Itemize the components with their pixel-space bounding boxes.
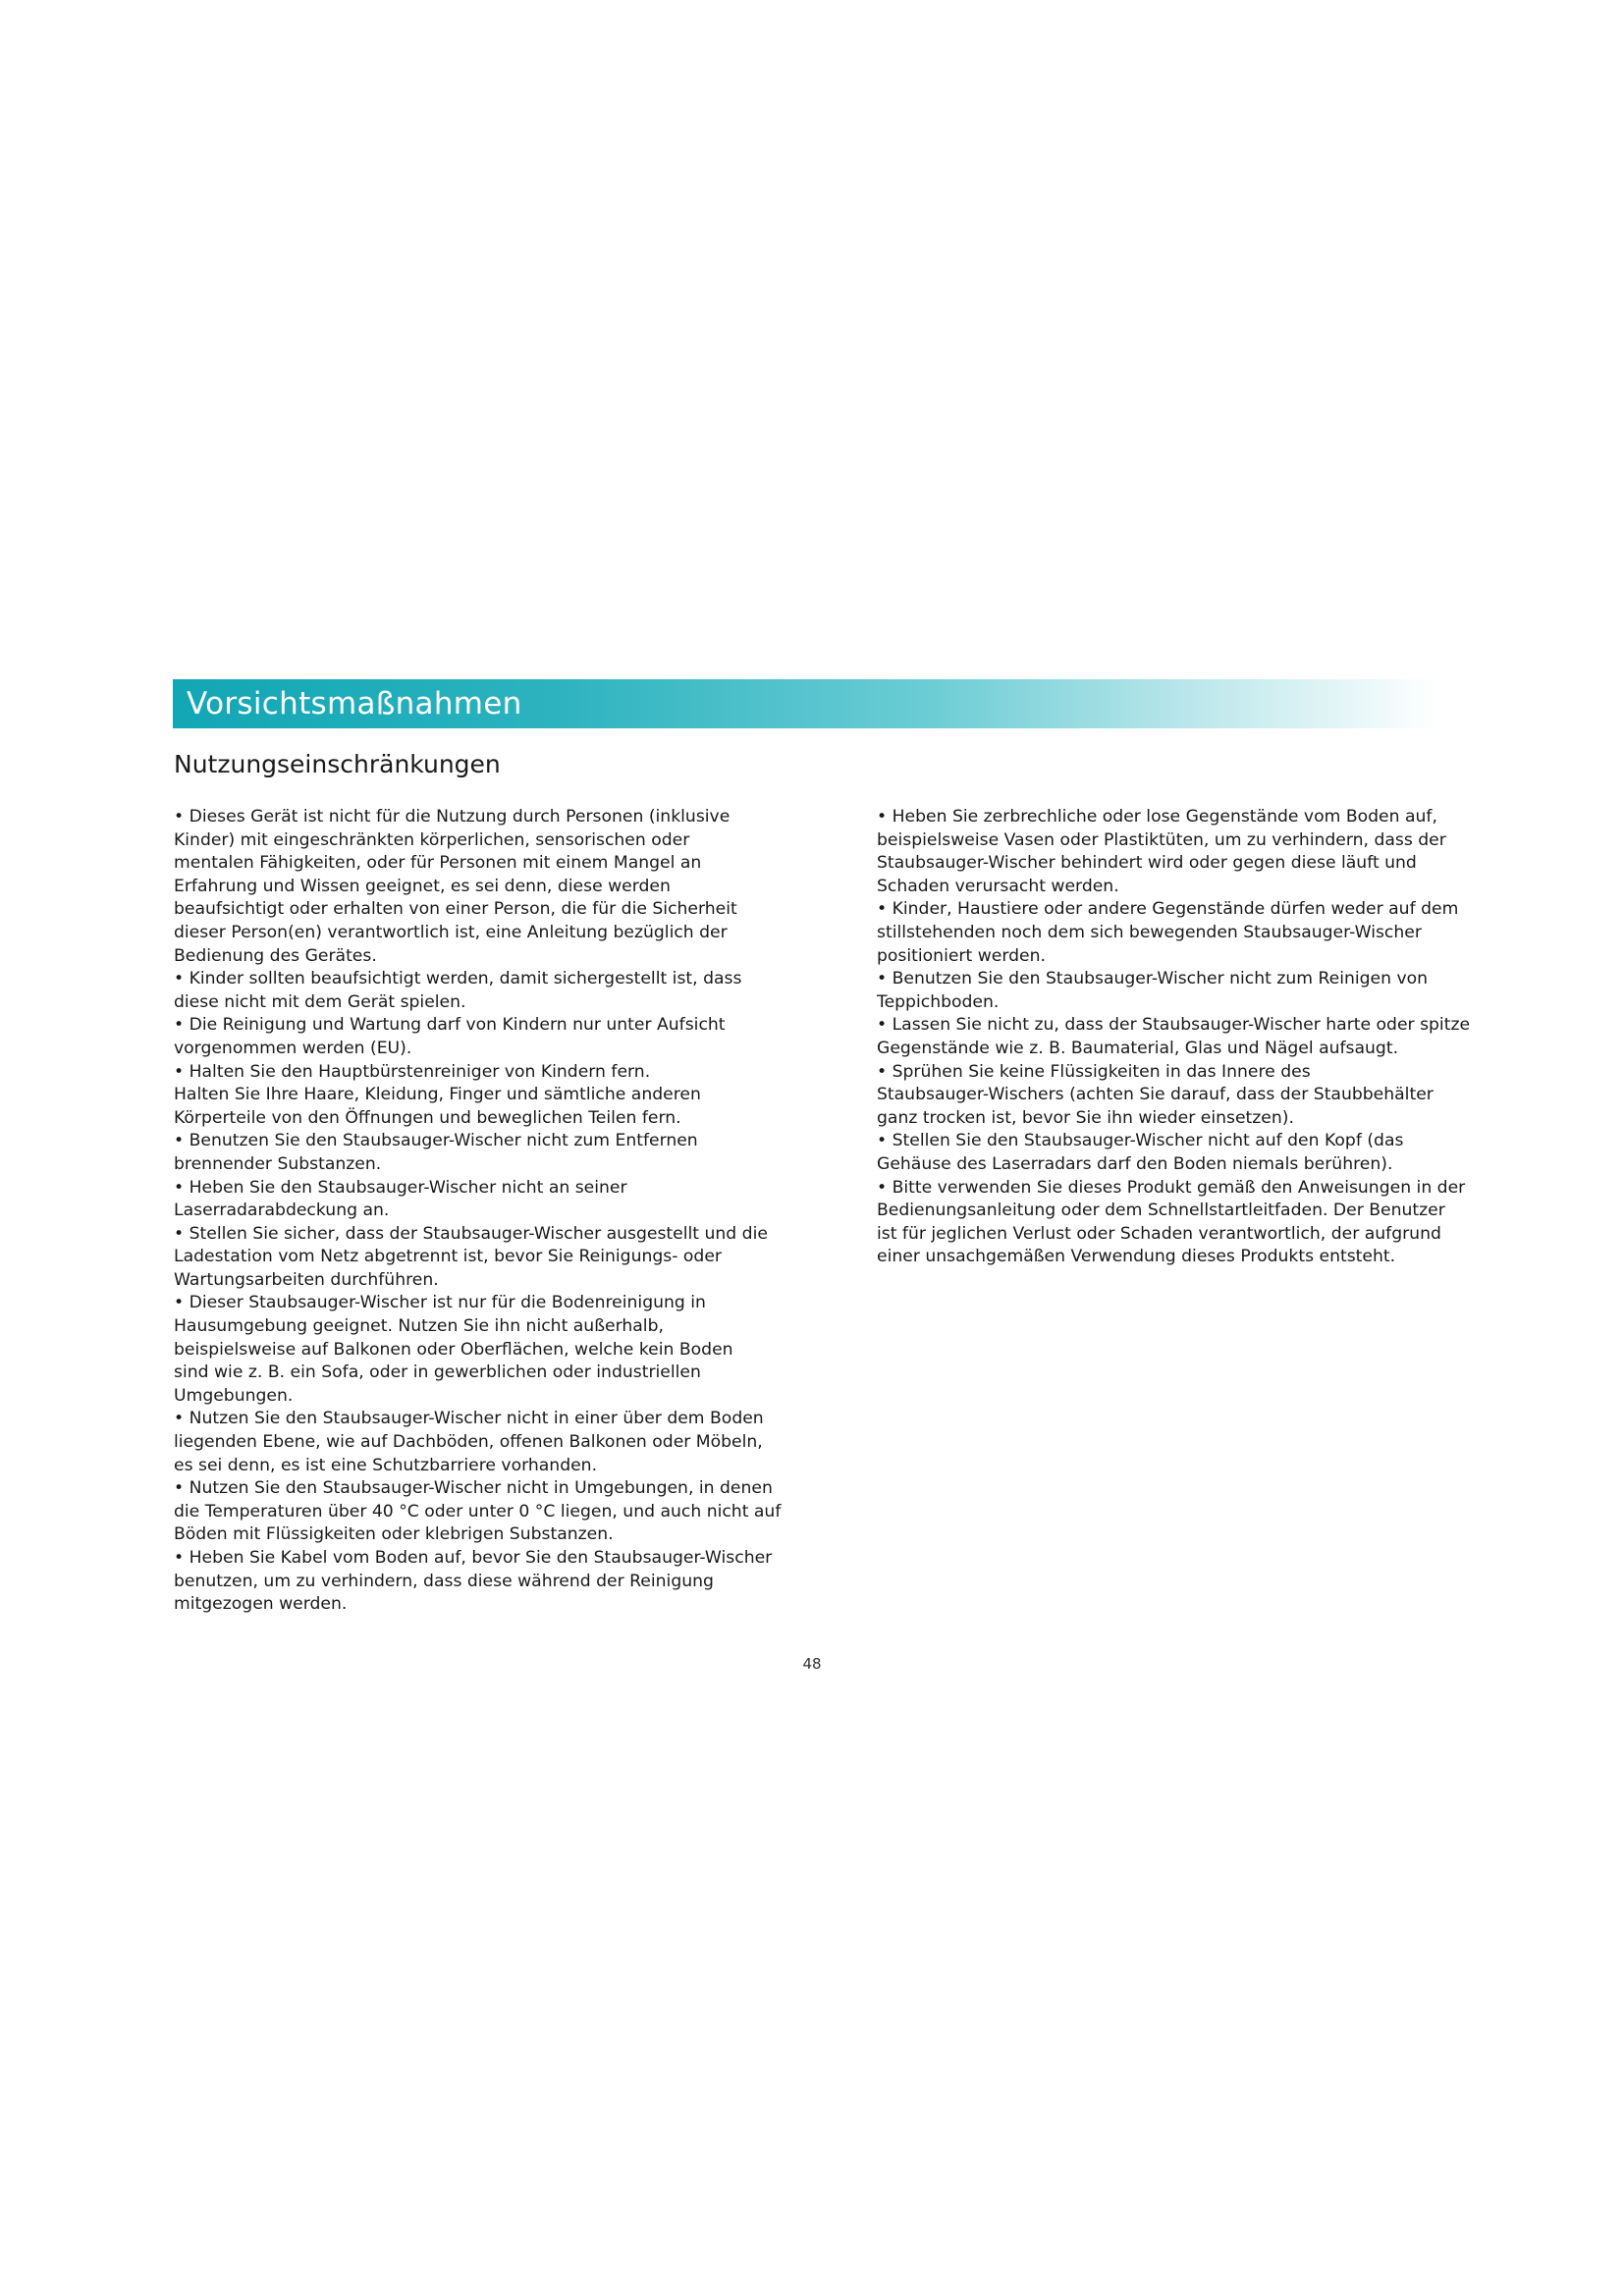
text-line: Bedienungsanleitung oder dem Schnellstartleitfaden. Der Benutzer <box>877 1201 1445 1221</box>
text-line: ganz trocken ist, bevor Sie ihn wieder einsetzen). <box>877 1107 1294 1128</box>
text-line: Gehäuse des Laserradars darf den Boden niemals berühren). <box>877 1153 1393 1174</box>
text-line: diese nicht mit dem Gerät spielen. <box>174 991 466 1012</box>
text-line: • Heben Sie den Staubsauger-Wischer nicht an seiner <box>174 1177 627 1198</box>
text-line: • Lassen Sie nicht zu, dass der Staubsauger-Wischer harte oder spitze <box>877 1015 1471 1036</box>
text-line: einer unsachgemäßen Verwendung dieses Produkts entsteht. <box>877 1247 1396 1267</box>
text-line: • Nutzen Sie den Staubsauger-Wischer nicht in Umgebungen, in denen <box>174 1478 773 1499</box>
text-line: • Kinder, Haustiere oder andere Gegenstände dürfen weder auf dem <box>877 899 1459 920</box>
text-line: • Dieses Gerät ist nicht für die Nutzung durch Personen (inklusive <box>174 807 731 827</box>
text-line: liegenden Ebene, wie auf Dachböden, offenen Balkonen oder Möbeln, <box>174 1432 763 1453</box>
text-line: • Stellen Sie den Staubsauger-Wischer nicht auf den Kopf (das <box>877 1131 1404 1151</box>
text-line: sind wie z. B. ein Sofa, oder in gewerblichen oder industriellen <box>174 1362 701 1383</box>
text-line: ist für jeglichen Verlust oder Schaden verantwortlich, der aufgrund <box>877 1223 1441 1244</box>
text-line: Körperteile von den Öffnungen und beweglichen Teilen fern. <box>174 1107 681 1128</box>
text-line: • Sprühen Sie keine Flüssigkeiten in das Innere des <box>877 1061 1311 1082</box>
text-line: Staubsauger-Wischers (achten Sie darauf, dass der Staubbehälter <box>877 1085 1434 1105</box>
text-line: • Heben Sie zerbrechliche oder lose Gegenstände vom Boden auf, <box>877 807 1437 827</box>
text-line: Erfahrung und Wissen geeignet, es sei denn, diese werden <box>174 876 671 896</box>
text-line: Kinder) mit eingeschränkten körperlichen, sensorischen oder <box>174 829 690 850</box>
text-line: stillstehenden noch dem sich bewegenden Staubsauger-Wischer <box>877 922 1422 942</box>
section-subtitle: Nutzungseinschränkungen <box>174 750 501 778</box>
page-title: Vorsichtsmaßnahmen <box>187 686 522 721</box>
text-line: • Halten Sie den Hauptbürstenreiniger von Kindern fern. <box>174 1061 651 1082</box>
text-line: beispielsweise auf Balkonen oder Oberflächen, welche kein Boden <box>174 1339 733 1360</box>
text-line: Halten Sie Ihre Haare, Kleidung, Finger und sämtliche anderen <box>174 1085 701 1105</box>
section-header-banner <box>173 679 1439 728</box>
left-text-column <box>174 806 782 1617</box>
text-line: benutzen, um zu verhindern, dass diese während der Reinigung <box>174 1571 714 1591</box>
page-number: 48 <box>802 1655 822 1673</box>
text-line: Laserradarabdeckung an. <box>174 1201 390 1221</box>
text-line: beispielsweise Vasen oder Plastiktüten, um zu verhindern, dass der <box>877 829 1446 850</box>
text-line: • Nutzen Sie den Staubsauger-Wischer nicht in einer über dem Boden <box>174 1409 764 1429</box>
text-line: • Bitte verwenden Sie dieses Produkt gemäß den Anweisungen in der <box>877 1177 1466 1198</box>
text-line: • Benutzen Sie den Staubsauger-Wischer nicht zum Reinigen von <box>877 969 1429 989</box>
text-line: positioniert werden. <box>877 945 1046 966</box>
text-line: Staubsauger-Wischer behindert wird oder gegen diese läuft und <box>877 853 1417 874</box>
right-text-column <box>877 806 1472 1269</box>
text-line: Bedienung des Gerätes. <box>174 945 377 966</box>
text-line: • Heben Sie Kabel vom Boden auf, bevor Sie den Staubsauger-Wischer <box>174 1548 773 1568</box>
text-line: die Temperaturen über 40 °C oder unter 0 °C liegen, und auch nicht auf <box>174 1501 782 1522</box>
text-line: dieser Person(en) verantwortlich ist, eine Anleitung bezüglich der <box>174 922 728 942</box>
text-line: vorgenommen werden (EU). <box>174 1038 412 1058</box>
text-line: mentalen Fähigkeiten, oder für Personen mit einem Mangel an <box>174 853 702 874</box>
text-line: Gegenstände wie z. B. Baumaterial, Glas und Nägel aufsaugt. <box>877 1038 1399 1058</box>
text-line: • Stellen Sie sicher, dass der Staubsauger-Wischer ausgestellt und die <box>174 1223 768 1244</box>
text-line: • Die Reinigung und Wartung darf von Kindern nur unter Aufsicht <box>174 1015 726 1036</box>
text-line: beaufsichtigt oder erhalten von einer Person, die für die Sicherheit <box>174 899 737 920</box>
text-line: Schaden verursacht werden. <box>877 876 1119 896</box>
text-line: Umgebungen. <box>174 1385 294 1406</box>
text-line: es sei denn, es ist eine Schutzbarriere vorhanden. <box>174 1455 598 1475</box>
text-line: Ladestation vom Netz abgetrennt ist, bevor Sie Reinigungs- oder <box>174 1247 722 1267</box>
text-line: • Benutzen Sie den Staubsauger-Wischer nicht zum Entfernen <box>174 1131 698 1151</box>
text-line: Hausumgebung geeignet. Nutzen Sie ihn nicht außerhalb, <box>174 1316 664 1337</box>
text-line: Böden mit Flüssigkeiten oder klebrigen Substanzen. <box>174 1524 614 1545</box>
text-line: • Dieser Staubsauger-Wischer ist nur für die Bodenreinigung in <box>174 1293 706 1313</box>
text-line: Wartungsarbeiten durchführen. <box>174 1269 439 1290</box>
text-line: brennender Substanzen. <box>174 1153 382 1174</box>
text-line: • Kinder sollten beaufsichtigt werden, damit sichergestellt ist, dass <box>174 969 742 989</box>
text-line: mitgezogen werden. <box>174 1594 348 1615</box>
text-line: Teppichboden. <box>877 991 1000 1012</box>
